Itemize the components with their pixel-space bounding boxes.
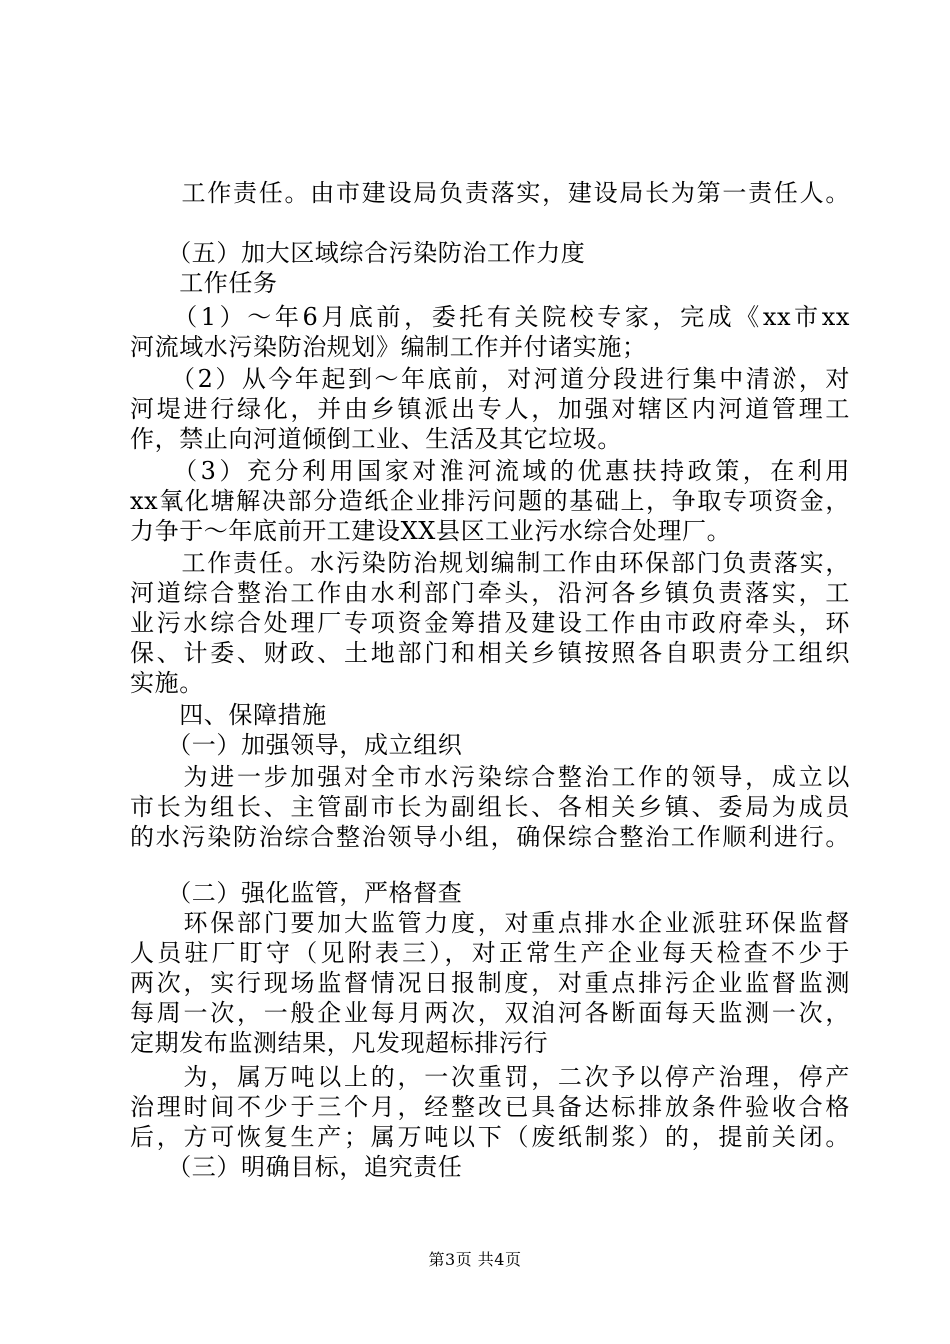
paragraph-line: （1）～年6月底前，委托有关院校专家，完成《xx市xx	[130, 303, 850, 331]
paragraph-line: 力争于～年底前开工建设XX县区工业污水综合处理厂。	[130, 517, 732, 545]
paragraph-line: （2）从今年起到～年底前，对河道分段进行集中清淤，对	[130, 365, 850, 393]
paragraph-line: 河流域水污染防治规划》编制工作并付诸实施；	[130, 333, 647, 361]
paragraph-line: 河道综合整治工作由水利部门牵头，沿河各乡镇负责落实，工	[130, 579, 850, 607]
paragraph-line: 保、计委、财政、土地部门和相关乡镇按照各自职责分工组织	[130, 639, 850, 667]
paragraph-line: 的水污染防治综合整治领导小组，确保综合整治工作顺利进行。	[130, 823, 850, 851]
paragraph-line: 市长为组长、主管副市长为副组长、各相关乡镇、委局为成员	[130, 793, 850, 821]
paragraph-line: xx氧化塘解决部分造纸企业排污问题的基础上，争取专项资金，	[130, 487, 850, 515]
section-heading: 四、保障措施	[130, 701, 327, 729]
paragraph-line: 后，方可恢复生产；属万吨以下（废纸制浆）的，提前关闭。	[130, 1123, 850, 1151]
paragraph-line: 人员驻厂盯守（见附表三），对正常生产企业每天检查不少于	[130, 939, 850, 967]
paragraph-line: 每周一次，一般企业每月两次，双洎河各断面每天监测一次，	[130, 999, 850, 1027]
paragraph-line: 定期发布监测结果，凡发现超标排污行	[130, 1029, 549, 1057]
paragraph-line: 两次，实行现场监督情况日报制度，对重点排污企业监督监测	[130, 969, 850, 997]
paragraph-line: 河堤进行绿化，并由乡镇派出专人，加强对辖区内河道管理工	[130, 395, 850, 423]
paragraph-line: 工作责任。由市建设局负责落实，建设局长为第一责任人。	[130, 179, 850, 207]
paragraph-line: 为，属万吨以上的，一次重罚，二次予以停产治理，停产	[130, 1063, 850, 1091]
section-heading: （五）加大区域综合污染防治工作力度	[130, 239, 586, 267]
paragraph-line: 工作责任。水污染防治规划编制工作由环保部门负责落实，	[130, 549, 850, 577]
subheading: （一）加强领导，成立组织	[130, 731, 463, 759]
page-footer: 第3页 共4页	[428, 1250, 522, 1269]
paragraph-line: （3）充分利用国家对淮河流域的优惠扶持政策，在利用	[130, 457, 850, 485]
paragraph-line: 实施。	[130, 669, 204, 697]
paragraph-line: 作，禁止向河道倾倒工业、生活及其它垃圾。	[130, 425, 622, 453]
paragraph-line: 治理时间不少于三个月，经整改已具备达标排放条件验收合格	[130, 1093, 850, 1121]
paragraph-line: 业污水综合处理厂专项资金筹措及建设工作由市政府牵头，环	[130, 609, 850, 637]
subheading: （二）强化监管，严格督查	[130, 879, 463, 907]
paragraph-line: 为进一步加强对全市水污染综合整治工作的领导，成立以	[130, 763, 850, 791]
paragraph-line: 环保部门要加大监管力度，对重点排水企业派驻环保监督	[130, 909, 850, 937]
subheading: （三）明确目标，追究责任	[130, 1153, 463, 1181]
subheading: 工作任务	[130, 269, 278, 297]
